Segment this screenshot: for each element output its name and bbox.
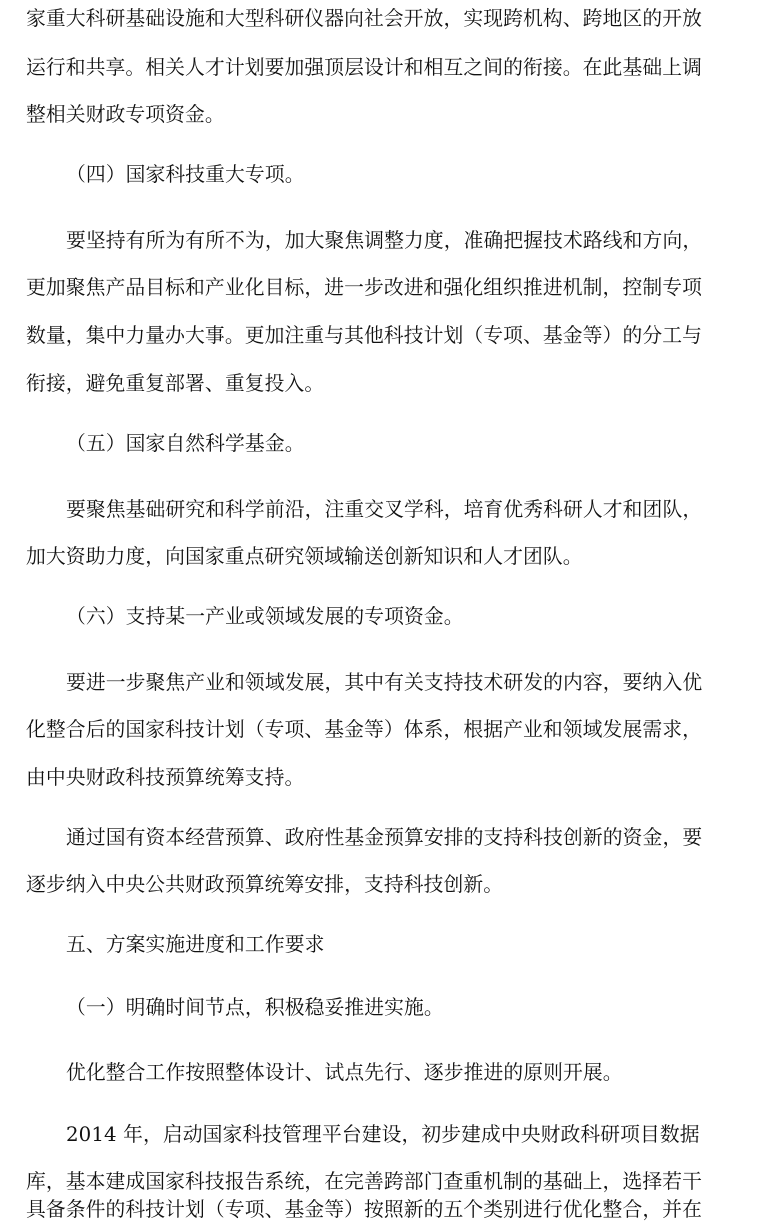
text-line: 衔接，避免重复部署、重复投入。 (26, 372, 325, 395)
text-line: 要聚焦基础研究和科学前沿，注重交叉学科，培育优秀科研人才和团队， (66, 498, 703, 521)
text-line: 2014 年，启动国家科技管理平台建设，初步建成中央财政科研项目数据 (66, 1123, 700, 1146)
section-heading: （六）支持某一产业或领域发展的专项资金。 (66, 605, 464, 628)
section-heading: （一）明确时间节点，积极稳妥推进实施。 (66, 996, 444, 1019)
text-line: 具备条件的科技计划（专项、基金等）按照新的五个类别进行优化整合，并在 (26, 1198, 702, 1221)
text-line: 逐步纳入中央公共财政预算统筹安排，支持科技创新。 (26, 873, 504, 896)
text-line: 更加聚焦产品目标和产业化目标，进一步改进和强化组织推进机制，控制专项 (26, 276, 702, 299)
section-heading: 五、方案实施进度和工作要求 (66, 933, 325, 956)
text-line: 优化整合工作按照整体设计、试点先行、逐步推进的原则开展。 (66, 1061, 623, 1084)
text-line: 运行和共享。相关人才计划要加强顶层设计和相互之间的衔接。在此基础上调 (26, 56, 702, 79)
text-line: 数量，集中力量办大事。更加注重与其他科技计划（专项、基金等）的分工与 (26, 324, 702, 347)
section-heading: （四）国家科技重大专项。 (66, 163, 305, 186)
text-line: 化整合后的国家科技计划（专项、基金等）体系，根据产业和领域发展需求， (26, 718, 702, 741)
text-line: 库，基本建成国家科技报告系统，在完善跨部门查重机制的基础上，选择若干 (26, 1170, 702, 1193)
text-line: 家重大科研基础设施和大型科研仪器向社会开放，实现跨机构、跨地区的开放 (26, 7, 702, 30)
text-line: 加大资助力度，向国家重点研究领域输送创新知识和人才团队。 (26, 545, 583, 568)
text-line: 要坚持有所为有所不为，加大聚焦调整力度，准确把握技术路线和方向， (66, 229, 703, 252)
section-heading: （五）国家自然科学基金。 (66, 432, 305, 455)
text-line: 由中央财政科技预算统筹支持。 (26, 766, 305, 789)
text-line: 要进一步聚焦产业和领域发展，其中有关支持技术研发的内容，要纳入优 (66, 671, 703, 694)
text-line: 通过国有资本经营预算、政府性基金预算安排的支持科技创新的资金，要 (66, 826, 703, 849)
text-line: 整相关财政专项资金。 (26, 103, 225, 126)
